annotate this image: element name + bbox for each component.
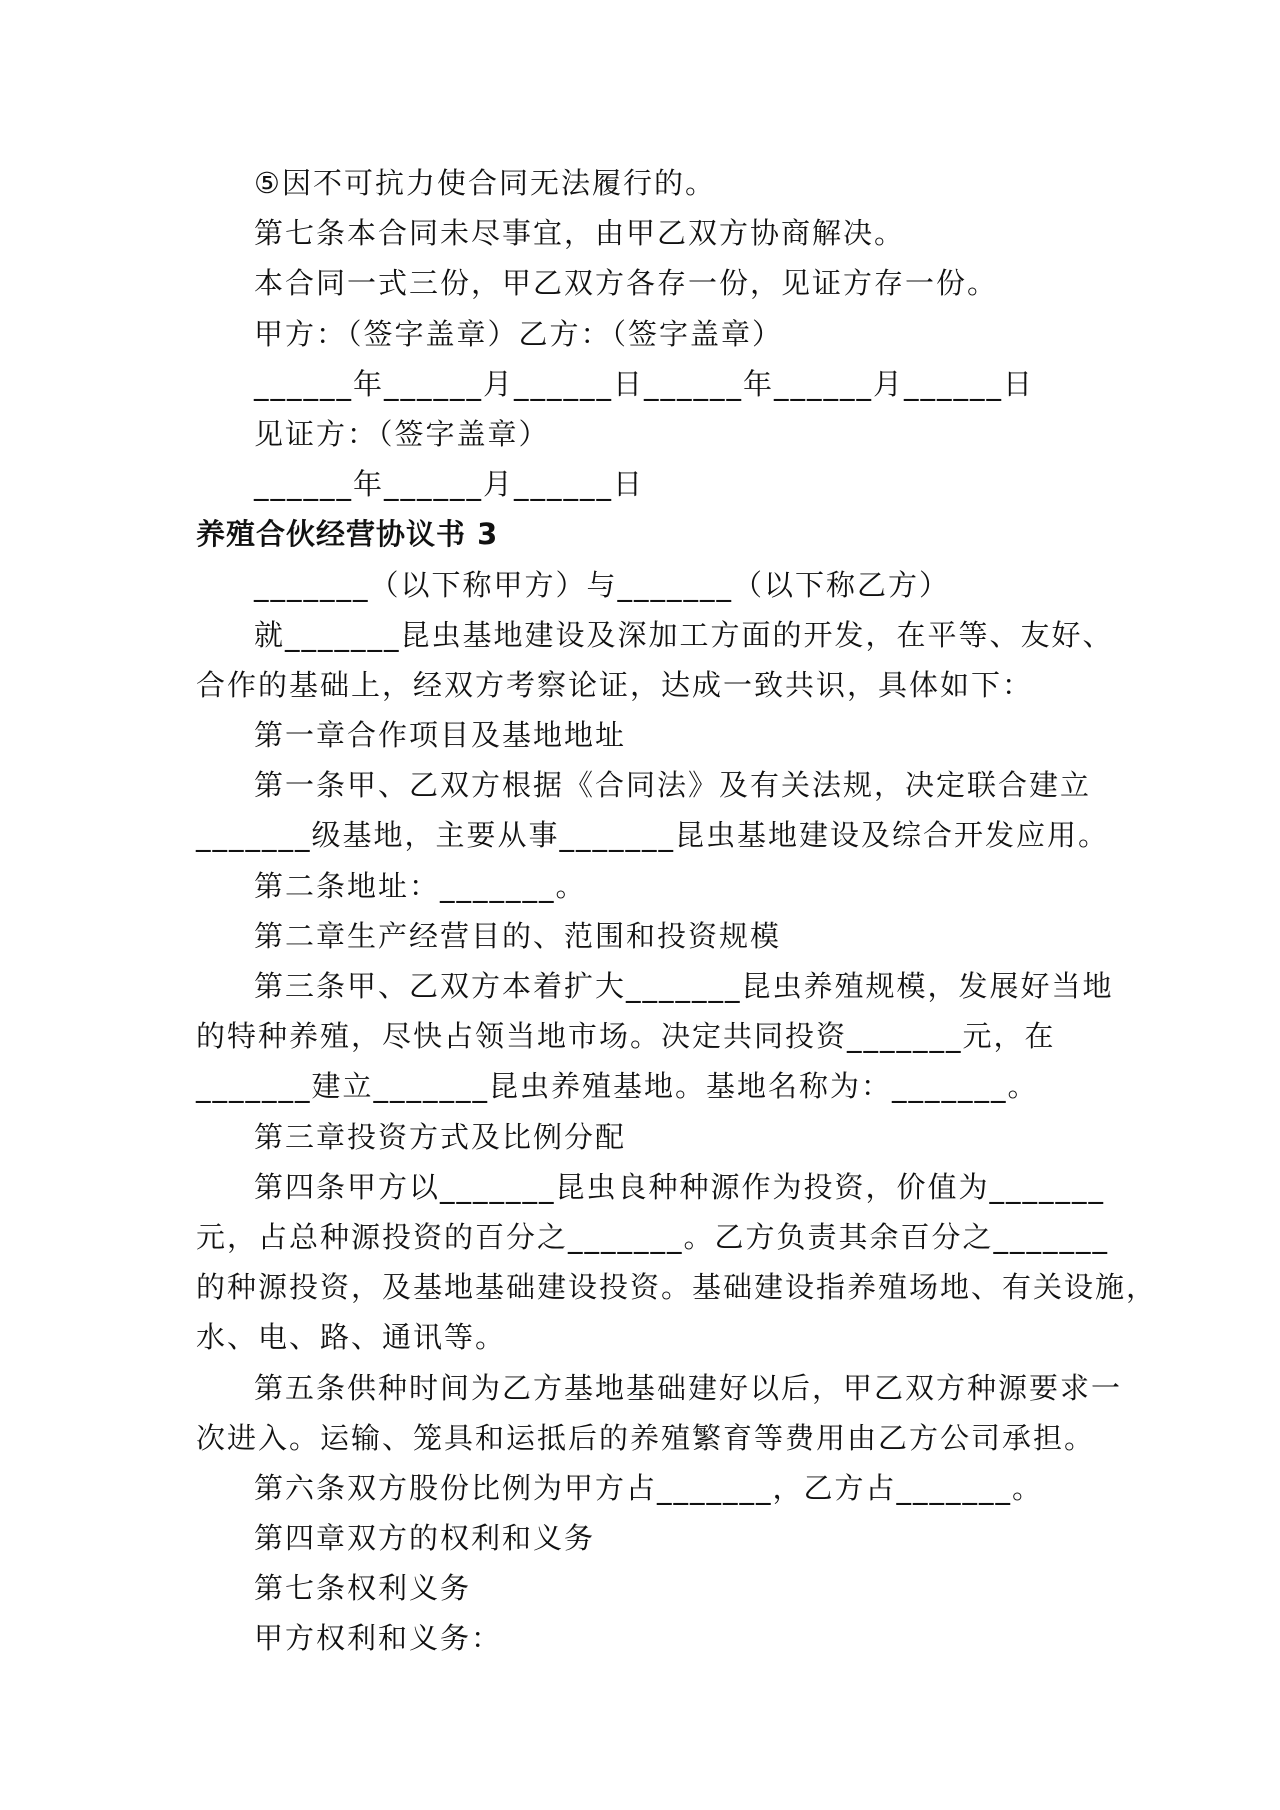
- witness-date: ______年______月______日: [254, 467, 645, 502]
- article-six: 第六条双方股份比例为甲方占_______，乙方占_______。: [254, 1470, 1044, 1505]
- article-three-line-2: 的特种养殖，尽快占领当地市场。决定共同投资_______元，在: [196, 1019, 1056, 1054]
- article-five-line-2: 次进入。运输、笼具和运抵后的养殖繁育等费用由乙方公司承担。: [196, 1420, 1096, 1455]
- article-seven-matters: 第七条本合同未尽事宜，由甲乙双方协商解决。: [254, 216, 906, 251]
- article-one-line-2: _______级基地，主要从事_______昆虫基地建设及综合开发应用。: [196, 818, 1110, 853]
- section-title: 养殖合伙经营协议书 3: [196, 517, 499, 552]
- chapter-four-heading: 第四章双方的权利和义务: [254, 1521, 596, 1556]
- preamble-line-2: 合作的基础上，经双方考察论证，达成一致共识，具体如下：: [196, 667, 1034, 702]
- party-a-rights-heading: 甲方权利和义务：: [254, 1621, 503, 1656]
- article-three-line-1: 第三条甲、乙双方本着扩大_______昆虫养殖规模，发展好当地: [254, 969, 1114, 1003]
- chapter-one-heading: 第一章合作项目及基地地址: [254, 718, 627, 753]
- preamble-line-1: 就_______昆虫基地建设及深加工方面的开发，在平等、友好、: [254, 617, 1114, 652]
- chapter-three-heading: 第三章投资方式及比例分配: [254, 1119, 627, 1154]
- article-four-line-3: 的种源投资，及基地基础建设投资。基础建设指养殖场地、有关设施，: [196, 1270, 1158, 1305]
- clause-force-majeure: ⑤因不可抗力使合同无法履行的。: [254, 166, 716, 200]
- copies-statement: 本合同一式三份，甲乙双方各存一份，见证方存一份。: [254, 266, 999, 301]
- article-five-line-1: 第五条供种时间为乙方基地基础建好以后，甲乙双方种源要求一: [254, 1370, 1123, 1405]
- signature-parties: 甲方：（签字盖章）乙方：（签字盖章）: [254, 316, 784, 351]
- witness-signature: 见证方：（签字盖章）: [254, 416, 550, 451]
- article-seven-heading: 第七条权利义务: [254, 1571, 472, 1606]
- article-two-address: 第二条地址：_______。: [254, 868, 587, 903]
- article-one-line-1: 第一条甲、乙双方根据《合同法》及有关法规，决定联合建立: [254, 768, 1092, 803]
- article-four-line-2: 元，占总种源投资的百分之_______。乙方负责其余百分之_______: [196, 1219, 1110, 1254]
- article-three-line-3: _______建立_______昆虫养殖基地。基地名称为：_______。: [196, 1069, 1039, 1104]
- article-four-line-1: 第四条甲方以_______昆虫良种种源作为投资，价值为_______: [254, 1169, 1106, 1204]
- document-page: [196, 158, 1158, 1664]
- chapter-two-heading: 第二章生产经营目的、范围和投资规模: [254, 918, 782, 953]
- signature-dates: ______年______月______日______年______月______日: [254, 366, 1035, 401]
- article-four-line-4: 水、电、路、通讯等。: [196, 1320, 507, 1355]
- parties-intro: _______（以下称甲方）与_______（以下称乙方）: [254, 567, 951, 602]
